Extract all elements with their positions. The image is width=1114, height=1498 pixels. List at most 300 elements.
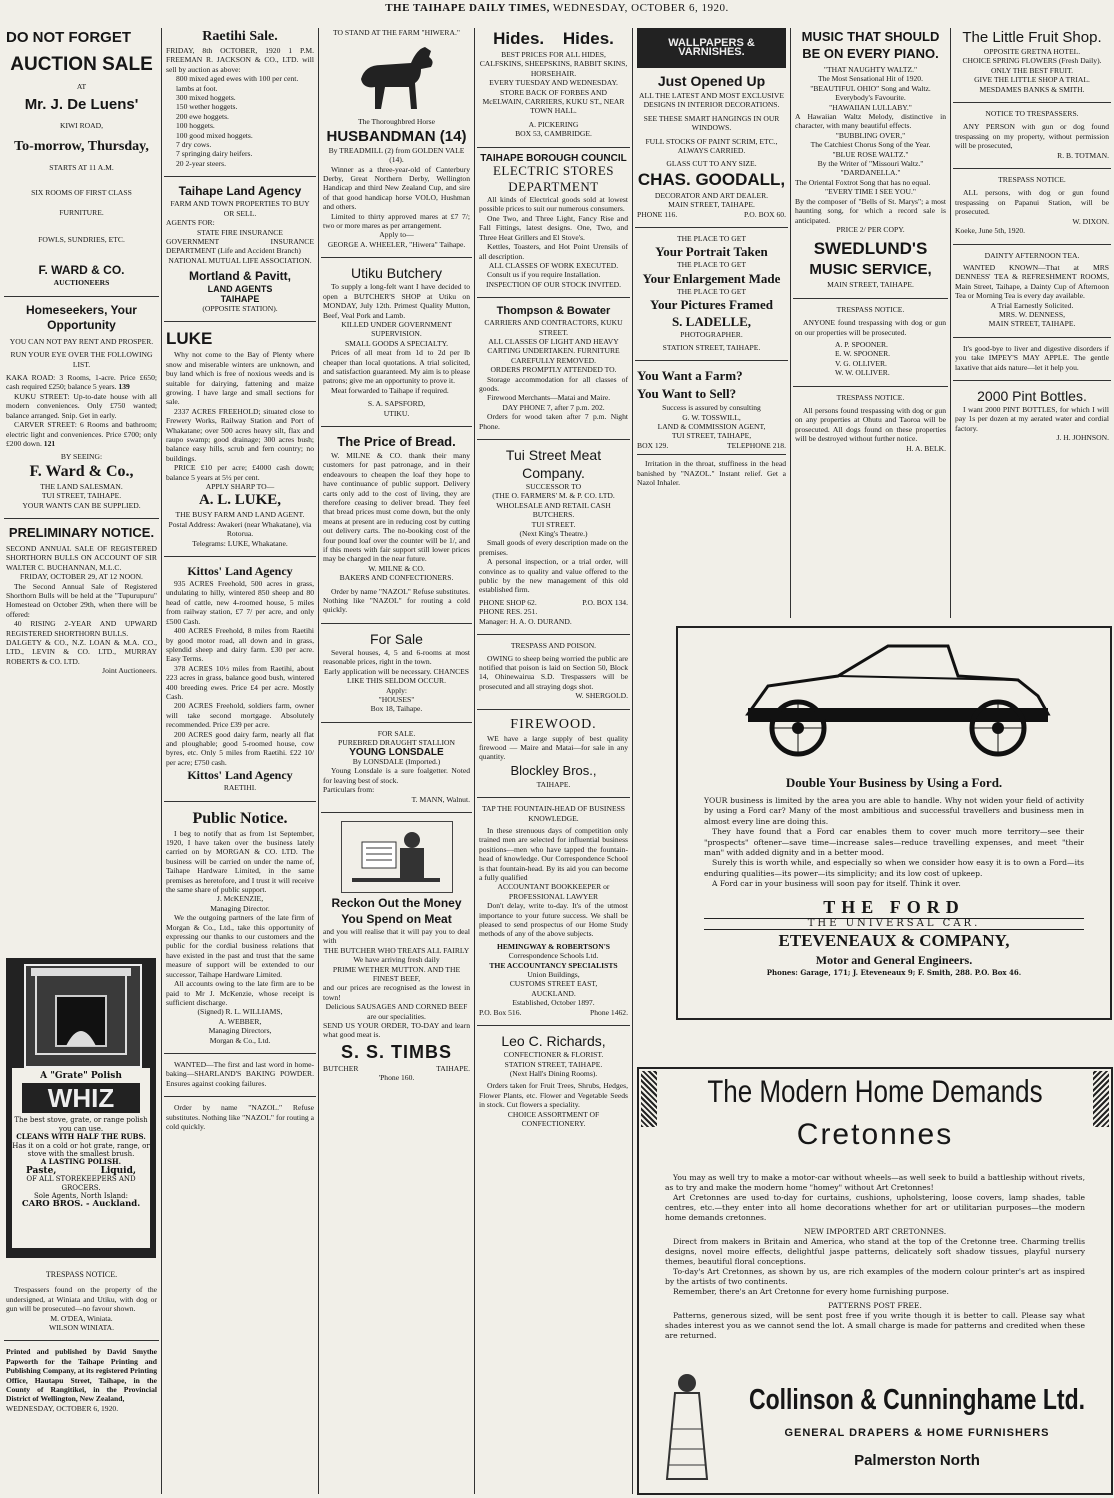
bread-nazol: Order by name "NAZOL" Refuse substitutes. Nothing like "NAZOL" for routing a cold quickly. [323,586,470,615]
knowledge-place: AUCKLAND. [531,988,576,998]
land-firm: Mortland & Pavitt, [188,269,291,284]
imprint-body: Printed and published by David Smythe Papworth for the Taihape Printing and Publishing Company, at its registered Printing Office, Hautapu Street, Taihape, in the County of Rangitikei, in the Provincial District of Wellington, New Zealand, [6,1347,157,1404]
divider [4,1340,159,1341]
correspondence-ad [477,802,630,1021]
divider [321,722,472,723]
masthead-date: WEDNESDAY, OCTOBER 6, 1920. [552,2,729,14]
cretonnes-p6: Patterns, generous sized, will be sent post free if you write though it is better to call. Please say what shades interest you as we cannot send the lot. A small charge is made for patterns and credited when these are returned. [665,1311,1085,1340]
borough-p1: All kinds of Electrical goods sold at lowest possible prices to suit our numerous consumers. [479,195,628,214]
knowledge-firm: HEMINGWAY & ROBERTSON'S [496,941,611,951]
carver-number: 121 [43,438,56,448]
knowledge-p2: ACCOUNTANT BOOKKEEPER or PROFESSIONAL LAWYER [497,882,610,901]
stallion-sig: T. MANN, Walnut. [411,794,470,804]
public-sig: J. McKENZIE, [216,894,264,904]
trespass-winiata-ad [4,1268,159,1336]
ford-ad [676,626,1112,1020]
public-p2: We the outgoing partners of the late firm of Morgan & Co., Ltd., take this opportunity of expressing our thanks to our customers and the public for the cordial business relations that have existed in the past and trust that the same measure of support will be extended to our successor, Taihape Hardware Limited. [166,913,314,979]
divider [637,454,786,455]
butcher-illustration [341,821,453,893]
ford-phones: Phones: Garage, 171; J. Eteveneaux 9; F. Smith, 288. P.O. Box 46. [766,968,1022,978]
stallion-ad [321,727,472,808]
tui-mgr: Manager: H. A. O. DURAND. [479,616,572,626]
land-agents: AGENTS FOR: [166,218,215,228]
hides-box: BOX 53, CAMBRIDGE. [515,129,592,139]
auction-ad [4,26,159,292]
music-s4: "BUBBLING OVER," [835,130,906,140]
divider [164,321,316,322]
whiz-t2: CLEANS WITH HALF THE RUBS. [16,1132,146,1142]
knowledge-box: P.O. Box 516. [479,1007,522,1017]
divider [793,298,948,299]
borough-p5: Consult us if you require Installation. [487,270,601,280]
bottles-p1: I want 2000 PINT BOTTLES, for which I will pay 1s per dozen at my aerated water and cordial factory. [955,404,1109,433]
knowledge-phone: Phone 1462. [590,1007,628,1017]
whiz-t1: The best stove, grate, or range polish you can use. [14,1116,148,1133]
poison-p1: OWING to sheep being worried the public are notified that poison is laid on Section 50, Block 14, Ohinewairua S.D. Trespassers will be prosecuted and all straying dogs shot. [479,653,628,691]
farm-h2: You Want to Sell? [637,386,737,402]
ford-p2: They have found that a Ford car enables them to cover much more territory—see their "prospects" oftener—save time—increase sales—reduce travelling expenses, and meet "their man" with added dignity and in a better mood. [704,827,1084,858]
woman-icon [647,1369,727,1487]
hiwera-caption: The Thoroughbred Horse [357,117,436,127]
knowledge-customs: CUSTOMS STREET EAST, [509,979,598,989]
trespass-belk-ad [793,391,948,457]
raetihi-item: 800 mixed aged ewes with 100 per cent. lambs at foot. [176,74,299,93]
luke-firm: A. L. LUKE, [198,492,282,509]
wallpapers-contacts [637,210,786,219]
auction-heading-2: AUCTION SALE [10,54,153,75]
kaka-number: 139 [118,382,130,392]
luke-addr: Postal Address: Awakeri (near Whakatane), via Rotorua. [168,519,312,539]
column-7 [953,26,1111,618]
stallion-name: YOUNG LONSDALE [349,746,444,758]
tui-p3: (Next King's Theatre.) [519,529,588,539]
music-d3: A Hawaiian Waltz Melody, distinctive in character, with many beautiful effects. [795,112,946,131]
whiz-t7: CARO BROS. - Auckland. [21,1199,141,1210]
ladelle-name: S. LADELLE, [671,314,752,330]
man-reading-icon [342,822,450,890]
masthead [0,2,1114,24]
homeseekers-kuku: KUKU STREET: Up-to-date house with all modern conveniences. Only £750 wanted; balance arranged. Snip. Get in early. [6,391,157,420]
column-rule [632,28,633,1494]
leo-p1: Orders taken for Fruit Trees, Shrubs, Hedges, Flower Plants, etc. Flower and Vegetable Seeds in stock. Cut flowers a speciality. [479,1081,628,1110]
music-d5: By the Writer of "Missouri Waltz." [817,159,924,169]
tres2-p1: All persons found trespassing with dog or gun on any properties at Ohutu and Taoroa will be prosecuted. All dogs found on these properties will be destroyed without further notice. [795,405,946,444]
pattern-swatch [641,1071,657,1127]
stallion-by: By LONSDALE (Imported.) [352,756,441,766]
whiz-paste: Paste, [26,1165,57,1176]
ford-p1: YOUR business is limited by the area you are able to handle. Why not widen your field of activity by using a Ford car? Many of the most ambitious and successful travellers and business men in almost every line are doing this. [704,796,1084,826]
luke-apply: APPLY SHARP TO— [205,482,275,492]
whiz-t4: A LASTING POLISH. [40,1157,122,1167]
thompson-sub: CARRIERS AND CONTRACTORS, KUKU STREET. [484,318,623,337]
bread-ad [321,431,472,619]
dixon-date: Koeke, June 5th, 1920. [955,226,1026,236]
music-d6: The Oriental Foxtrot Song that has no equal. [795,177,931,187]
utiku-p5: Meat forwarded to Taihape if required. [331,385,449,395]
imprint-date: WEDNESDAY, OCTOBER 6, 1920. [6,1403,119,1413]
ladelle-h1: Your Portrait Taken [655,244,768,260]
tres2-heading: TRESPASS NOTICE. [836,392,905,402]
column-1-bottom [4,1268,159,1496]
divider [477,709,630,710]
ford-car-illustration [688,636,1096,766]
raetihi-item: 7 springing dairy heifers. [176,149,253,159]
leo-heading: Leo C. Richards, [501,1033,606,1050]
public-p1: I beg to notify that as from 1st September, 1920, I have taken over the business lately carried on by MORGAN & CO. LTD. The business will be carried on under the name of, Taihape Hardware Limited, in the same premises as heretofore, and I trust it will receive the same share of public support. [166,828,314,895]
borough-p2: One Two, and Three Light, Fancy Rise and Fall Fittings, latest designs. One, Two, and Three Heat Grillers and El Stove's. [479,213,628,242]
homeseekers-street: TUI STREET, TAIHAPE. [41,491,122,501]
column-4 [477,26,630,1494]
kittos-sig: Kittos' Land Agency [187,768,293,783]
wallpapers-box: P.O. BOX 60. [744,209,786,219]
fruit-sig: MESDAMES BANKS & SMITH. [979,84,1085,94]
knowledge-heading: TAP THE FOUNTAIN-HEAD OF BUSINESS KNOWLEDGE. [481,804,626,823]
knowledge-p3: Don't delay, write to-day. It's of the utmost importance to your future success. We shall be pleased to send prospectus of our Home Study methods of any of the above subjects. [479,901,628,939]
borough-heading: TAIHAPE BOROUGH COUNCIL [480,152,627,164]
fireplace-icon [26,966,136,1062]
divider [321,426,472,427]
wallpapers-p2: SEE THESE SMART HANGINGS IN OUR WINDOWS. [643,113,780,133]
raetihi-item: 100 good mixed hoggets. [176,130,253,140]
hiwera-name: HUSBANDMAN (14) [326,127,467,145]
thompson-p5: DAY PHONE 7, after 7 p.m. 202. [502,402,605,412]
divider [793,386,948,387]
totman-heading: NOTICE TO TRESPASSERS. [985,109,1079,119]
column-3 [321,26,472,1494]
borough-p4: ALL CLASSES OF WORK EXECUTED. [488,260,619,270]
trespass-name-1: M. O'DEA, Winiata. [50,1313,113,1323]
whiz-polish-ad [6,958,156,1258]
auction-name: Mr. J. De Luens' [24,96,139,114]
borough-p6: INSPECTION OF OUR STOCK INVITED. [485,279,622,289]
divider [4,518,159,519]
column-rule [318,28,319,1494]
homeseekers-kaka [6,373,157,392]
homeseekers-ad [4,301,159,514]
leo-sub: CONFECTIONER & FLORIST. [503,1050,604,1060]
utiku-place: UTIKU. [383,408,410,418]
divider [477,147,630,148]
divider [164,176,316,177]
farm-tel: TELEPHONE 218. [726,440,786,450]
hiwera-top: TO STAND AT THE FARM "HIWERA." [333,28,460,37]
tui-p1: WHOLESALE AND RETAIL CASH BUTCHERS. [496,500,611,520]
homeseekers-heading: Homeseekers, Your Opportunity [26,302,137,332]
raetihi-item: 20 2-year steers. [176,158,226,168]
taihape-land-agency-ad [164,181,316,317]
land-heading: Taihape Land Agency [178,184,302,199]
knowledge-acct: THE ACCOUNTANCY SPECIALISTS [489,960,618,970]
bottles-heading: 2000 Pint Bottles. [977,387,1087,404]
hiwera-p1: Winner as a three-year-old of Canterbury Derby, Great Northern Derby, Wellington Handicap and third New Zealand Cup, and sire of that good handicap horse VOLO, Hushman and others. [323,164,470,212]
ford-title: THE FORD [823,896,965,917]
luke-p3: PRICE £10 per acre; £4000 cash down; balance 5 years at 5½ per cent. [166,463,314,482]
preliminary-heading: PRELIMINARY NOTICE. [8,524,155,540]
leo-p2: CHOICE ASSORTMENT OF CONFECTIONERY. [507,1109,600,1128]
for-sale-ad [321,628,472,718]
farm-h1: You Want a Farm? [637,368,743,384]
ladelle-h2: Your Enlargement Made [642,270,781,286]
timbs-name: S. S. TIMBS [340,1041,452,1062]
whiz-forms [12,1167,150,1175]
public-p3: All accounts owing to the late firm are to be paid to Mr J. McKenzie, whose receipt is sufficient discharge. [166,979,314,1007]
raetihi-heading: Raetihi Sale. [202,29,278,44]
firewood-heading: FIREWOOD. [510,716,597,732]
divider [477,1025,630,1026]
wallpapers-p1: ALL THE LATEST AND MOST EXCLUSIVE DESIGNS IN INTERIOR DECORATIONS. [638,91,785,110]
knowledge-sub: Correspondence Schools Ltd. [508,951,599,961]
forsale-p2: Early application will be necessary. CHANCES LIKE THIS SELDOM OCCUR. [323,666,470,686]
column-rule [790,28,791,618]
whiz-t5: OF ALL STOREKEEPERS AND GROCERS. [26,1175,136,1192]
sharland-ad: WANTED—The first and last word in home-baking—SHARLAND'S BAKING POWDER. Ensures against cooking failures. [166,1059,314,1088]
music-firm-2: MUSIC SERVICE, [809,261,932,279]
hides-p1: BEST PRICES FOR ALL HIDES, CALFSKINS, SHEEPSKINS, RABBIT SKINS, HORSEHAIR. [479,50,628,78]
music-ad [793,26,948,294]
divider [477,797,630,798]
whiz-t6: Sole Agents, North Island: [33,1192,128,1201]
forsale-heading: For Sale [370,630,423,647]
divider [953,244,1111,245]
kittos-p4: 200 ACRES Freehold, soldiers farm, owner will take second mortgage. Absolutely recommended. Price £39 per acre. [166,701,314,730]
leo-st: STATION STREET, TAIHAPE. [504,1059,603,1069]
collinson-place: Palmerston North [854,1452,980,1469]
forsale-houses: "HOUSES" [378,694,415,704]
auction-furniture: FURNITURE. [59,207,104,217]
timbs-place: TAIHAPE. [436,1063,470,1073]
timbs-footer [323,1064,470,1073]
hiwera-apply: Apply to— [379,230,414,240]
imprint [4,1345,159,1417]
trespass-body: Trespassers found on the property of the undersigned, at Winiata and Utiku, with dog or gun will be prosecuted—no favour shown. [6,1285,157,1314]
ford-role: Motor and General Engineers. [815,953,973,968]
preliminary-body: SECOND ANNUAL SALE OF REGISTERED SHORTHORN BULLS ON ACCOUNT OF SIR WALTER C. BUCHANNAN, M.L.C. [6,543,157,572]
divider [953,337,1111,338]
hiwera-ad [321,26,472,253]
collinson-sub: GENERAL DRAPERS & HOME FURNISHERS [784,1427,1050,1439]
cretonnes-p4: To-day's Art Cretonnes, as shown by us, are rich examples of the modern colour printer's art as inspired by the artists of two continents. [665,1267,1085,1286]
timbs-p5: and our prices are recognised as the lowest in town! [323,983,470,1002]
dixon-heading: TRESPASS NOTICE. [998,175,1066,185]
dixon-trespass-ad [953,173,1111,239]
homeseekers-line-1: YOU CAN NOT PAY RENT AND PROSPER. [9,336,154,346]
thompson-ad [477,302,630,435]
auction-fowls: FOWLS, SUNDRIES, ETC. [38,235,125,245]
cretonnes-copy [665,1173,1085,1341]
bottles-sig: J. H. JOHNSON. [1056,433,1109,443]
fruit-heading: The Little Fruit Shop. [962,29,1102,46]
music-price: PRICE 2/ PER COPY. [836,224,905,234]
farm-p1: Success is assured by consulting [662,403,761,413]
ford-sub: THE UNIVERSAL CAR. [704,918,1084,930]
trespass-poison-ad [477,639,630,704]
preliminary-p3: DALGETY & CO., N.Z. LOAN & M.A. CO., LTD., LEVIN & CO. LTD., MURRAY ROBERTS & CO. LTD. [6,638,157,666]
firewood-firm: Blockley Bros., [510,762,597,778]
divider [635,360,788,361]
ladelle-role: PHOTOGRAPHER. [680,330,743,340]
music-st: MAIN STREET, TAIHAPE. [827,280,914,290]
hides-ad [477,26,630,143]
tui-phone: PHONE SHOP 62. [479,597,537,607]
tres1-names [795,340,946,378]
timbs-p8: SEND US YOUR ORDER, TO-DAY and learn what good meat is. [323,1021,470,1040]
public-heading: Public Notice. [192,809,288,827]
fruit-p4: GIVE THE LITTLE SHOP A TRIAL. [974,75,1090,85]
kittos-heading: Kittos' Land Agency [187,564,293,579]
ford-p3: Surely this is worth while, and especially so when we consider how easy it is to own a Ford—its enduring qualities—its power—its simplicity; and its low cost of upkeep. [704,858,1084,878]
music-s6: "DARDANELLA." [840,168,901,178]
raetihi-item: 100 hoggets. [176,121,215,131]
utiku-heading: Utiku Butchery [350,265,443,282]
dixon-p1: ALL persons, with dog or gun found trespassing on Papanui Station, will be prosecuted. [955,188,1109,217]
thompson-p1: ALL CLASSES OF LIGHT AND HEAVY CARTING UNDERTAKEN. FURNITURE CAREFULLY REMOVED. [487,336,620,365]
ford-firm: ETEVENEAUX & COMPANY, [778,931,1010,951]
timbs-p2: THE BUTCHER WHO TREATS ALL FAIRLY [323,945,470,955]
land-role: LAND AGENTS [207,284,273,295]
forsale-apply: Apply: [385,685,408,695]
raetihi-intro: FRIDAY, 8th OCTOBER, 1920 1 P.M. FREEMAN R. JACKSON & CO., LTD. will sell by auction as above: [166,46,314,74]
thompson-p6: Orders for wood taken after 7 p.m. Night Phone. [479,412,628,431]
divider [321,623,472,624]
nazol-ad: Order by name "NAZOL." Refuse substitutes. Nothing like "NAZOL" for routing a cold quickly. [166,1103,314,1131]
farm-contacts [637,441,786,450]
kittos-p5: 200 ACRES good dairy farm, nearly all flat and ploughable; good 5-roomed house, cow byres, etc. Only 5 miles from Raetihi. £22 10/ per acre; £750 cash. [166,729,314,767]
column-2 [164,26,316,1494]
tres1-p1: ANYONE found trespassing with dog or gun on our properties will be prosecuted. [795,318,946,337]
timbs-p7: are our specialities. [367,1011,426,1021]
wallpapers-st: MAIN STREET, TAIHAPE. [668,200,755,210]
divider [635,227,788,228]
ladelle-st: STATION STREET, TAIHAPE. [662,342,761,352]
cretonnes-p5: Remember, there's an Art Cretonne for every home furnishing purpose. [673,1287,949,1296]
tea-heading: DAINTY AFTERNOON TEA. [984,250,1080,260]
knowledge-est: Established, October 1897. [512,998,595,1008]
timbs-ad [321,817,472,1087]
auction-heading-1: DO NOT FORGET [6,29,131,46]
tres2-sig: H. A. BELK. [906,443,946,453]
ford-heading: Double Your Business by Using a Ford. [785,775,1003,790]
divider [164,556,316,557]
bread-heading: The Price of Bread. [337,433,456,449]
public-notice-ad [164,806,316,1049]
column-rule [161,28,162,1494]
preliminary-friday: FRIDAY, OCTOBER 29, AT 12 NOON. [20,572,143,582]
divider [477,634,630,635]
poison-heading: TRESPASS AND POISON. [510,641,597,651]
divider [321,812,472,813]
firewood-place: TAIHAPE. [536,779,571,789]
totman-sig: R. B. TOTMAN. [1057,150,1109,160]
knowledge-contacts [479,1008,628,1017]
hiwera-p2: Limited to thirty approved mares at £7 7/; two or more mares as per arrangement. [323,211,470,231]
impey-ad: It's good-bye to liver and digestive disorders if you take IMPEY'S MAY APPLE. The gentle laxative that aids nature—let it help you. [955,343,1109,372]
borough-heading-2: ELECTRIC STORES DEPARTMENT [492,163,615,195]
public-s4: Morgan & Co., Ltd. [209,1035,271,1045]
luke-p1: Why not come to the Bay of Plenty where snow and miserable winters are unknown, and buy land which is free of noxious weeds and is suitable for dairying, fattening and maize growing. I have large and small sections for sale. [166,350,314,407]
forsale-p1: Several houses, 4, 5 and 6-rooms at most reasonable prices, right in the town. [323,647,470,667]
trespass-spooner-ad [793,303,948,382]
preliminary-ad [4,523,159,680]
divider [164,1053,316,1054]
collinson-firm: Collinson & Cunninghame Ltd. [748,1382,1086,1416]
wallpapers-p3: FULL STOCKS OF PAINT SCRIM, ETC., ALWAYS CARRIED. [645,136,778,156]
raetihi-sale-ad [164,26,316,172]
land-opp: (OPPOSITE STATION). [202,303,278,313]
hides-heading: Hides. Hides. [493,29,614,48]
cretonnes-p1: You may as well try to make a motor-car without wheels—as well seek to build a battleship without rivets, as to try and make the modern home "homey" without Art Cretonnes! [665,1173,1085,1192]
utiku-sig: S. A. SAPSFORD, [367,399,426,409]
public-s1: (Signed) R. L. WILLIAMS, [197,1007,283,1017]
land-place: TAIHAPE [220,293,260,304]
tea-st: MAIN STREET, TAIHAPE. [988,319,1076,329]
wallpapers-banner: WALLPAPERS & VARNISHES. [637,28,786,68]
whiz-logo: WHIZ [22,1083,140,1113]
column-6 [793,26,948,618]
leo-richards-ad [477,1030,630,1132]
auction-when: To-morrow, Thursday, [14,138,149,154]
knowledge-p1: In these strenuous days of competition only trained men are selected for influential business positions—men who have tapped the fountain-head of knowledge. Our Correspondence School is that fountain-head. By its aid you can become a fully qualified [479,825,628,882]
fruit-p1: OPPOSITE GRETNA HOTEL. [983,47,1081,56]
timbs-p1: and you will realise that it will pay you to deal with [323,926,470,946]
hides-p3: STORE BACK OF FORBES AND McELWAIN, CARRIERS, KUKU ST., NEAR TOWN HALL. [482,87,625,116]
farm-st: TUI STREET, TAIHAPE, [671,431,752,441]
pattern-swatch [1093,1071,1109,1127]
cretonnes-ad [637,1067,1113,1495]
column-rule [474,28,475,1494]
stallion-for: FOR SALE. [377,728,416,738]
stallion-parts: Particulars from: [323,785,375,795]
trespass-heading: TRESPASS NOTICE. [45,1270,118,1279]
tea-p2: A Trial Earnestly Solicited. [990,300,1074,310]
kittos-p2: 400 ACRES Freehold, 8 miles from Raetihi by good motor road, all down and in grass, splendid sheep and dairy farm. £30 per acre. Easy Terms. [166,626,314,664]
thompson-p3: Storage accommodation for all classes of goods. [479,374,628,393]
divider [164,1096,316,1097]
kittos-ad [164,561,316,797]
tui-street-meat-ad [477,444,630,630]
tui-pobox: P.O. BOX 134. [582,597,628,607]
luke-p2: 2337 ACRES FREEHOLD; situated close to Frewery Works, Railway Station and Port of Whakatane; over 500 acres heavy silt, flax and raupo swamp; good drainage; 300 acres bush; balance easy hills, scrub and fern country; no buildings. [166,406,314,463]
borough-p3: Kettles, Toasters, and Hot Point Urensils of all description. [479,242,628,261]
public-role: Managing Director. [210,903,270,913]
car-icon [688,636,1096,766]
auction-at: AT [76,82,87,91]
cretonnes-heading-2: Cretonnes [796,1118,954,1151]
music-d7: By the composer of "Bells of St. Marys"; a most haunting song, for which a record sale is anticipated. [795,196,946,225]
timbs-p3: We have arriving fresh daily [353,955,440,965]
farm-sig: G. W. TOSSWILL, [682,412,741,422]
auction-road: KIWI ROAD, [59,121,104,131]
preliminary-p2: 40 RISING 2-YEAR AND UPWARD REGISTERED SHORTHORN BULLS. [6,619,157,638]
dixon-sig: W. DIXON. [1072,216,1109,226]
tres1-n4: W. W. OLLIVER. [835,368,890,378]
music-s7: "EVERY TIME I SEE YOU." [825,187,916,197]
column-rule [950,28,951,618]
luke-tel: Telegrams: LUKE, Whakatane. [192,538,288,548]
bread-p1: W. MILNE & CO. thank their many customers for past patronage, and in their endeavours to cheapen the loaf they hope to have continuance of public support. Delivery carts only add to the cost of living, they are therefore ceasing to deliver bread. They feel that bread prices must come down, but the only means at present are in reducing cost by cutting out delivery carts. The no-booking cost of the four pound loaf over the counter will be 1/, and if this meets with fair support still lower prices may be charged in the near future. [323,450,470,564]
kittos-place: RAETIHI. [223,783,257,793]
homeseekers-sub: THE LAND SALESMAN. [40,481,123,491]
auction-firm: F. WARD & CO. [38,263,125,278]
forsale-box: Box 18, Taihape. [370,704,423,714]
raetihi-item: 300 mixed hoggets. [176,93,236,103]
ford-p4: A Ford car in your business will soon pay for itself. Think it over. [712,879,961,889]
ladelle-t3: THE PLACE TO GET [676,286,747,296]
timbs-heading-1: Reckon Out the Money [331,895,462,910]
leo-next: (Next Hall's Dining Rooms). [509,1068,598,1078]
raetihi-item: 7 dry cows. [176,140,212,150]
raetihi-item: 200 ewe hoggets. [176,111,229,121]
thompson-p2: ORDERS PROMPTLY ATTENDED TO. [490,365,617,375]
